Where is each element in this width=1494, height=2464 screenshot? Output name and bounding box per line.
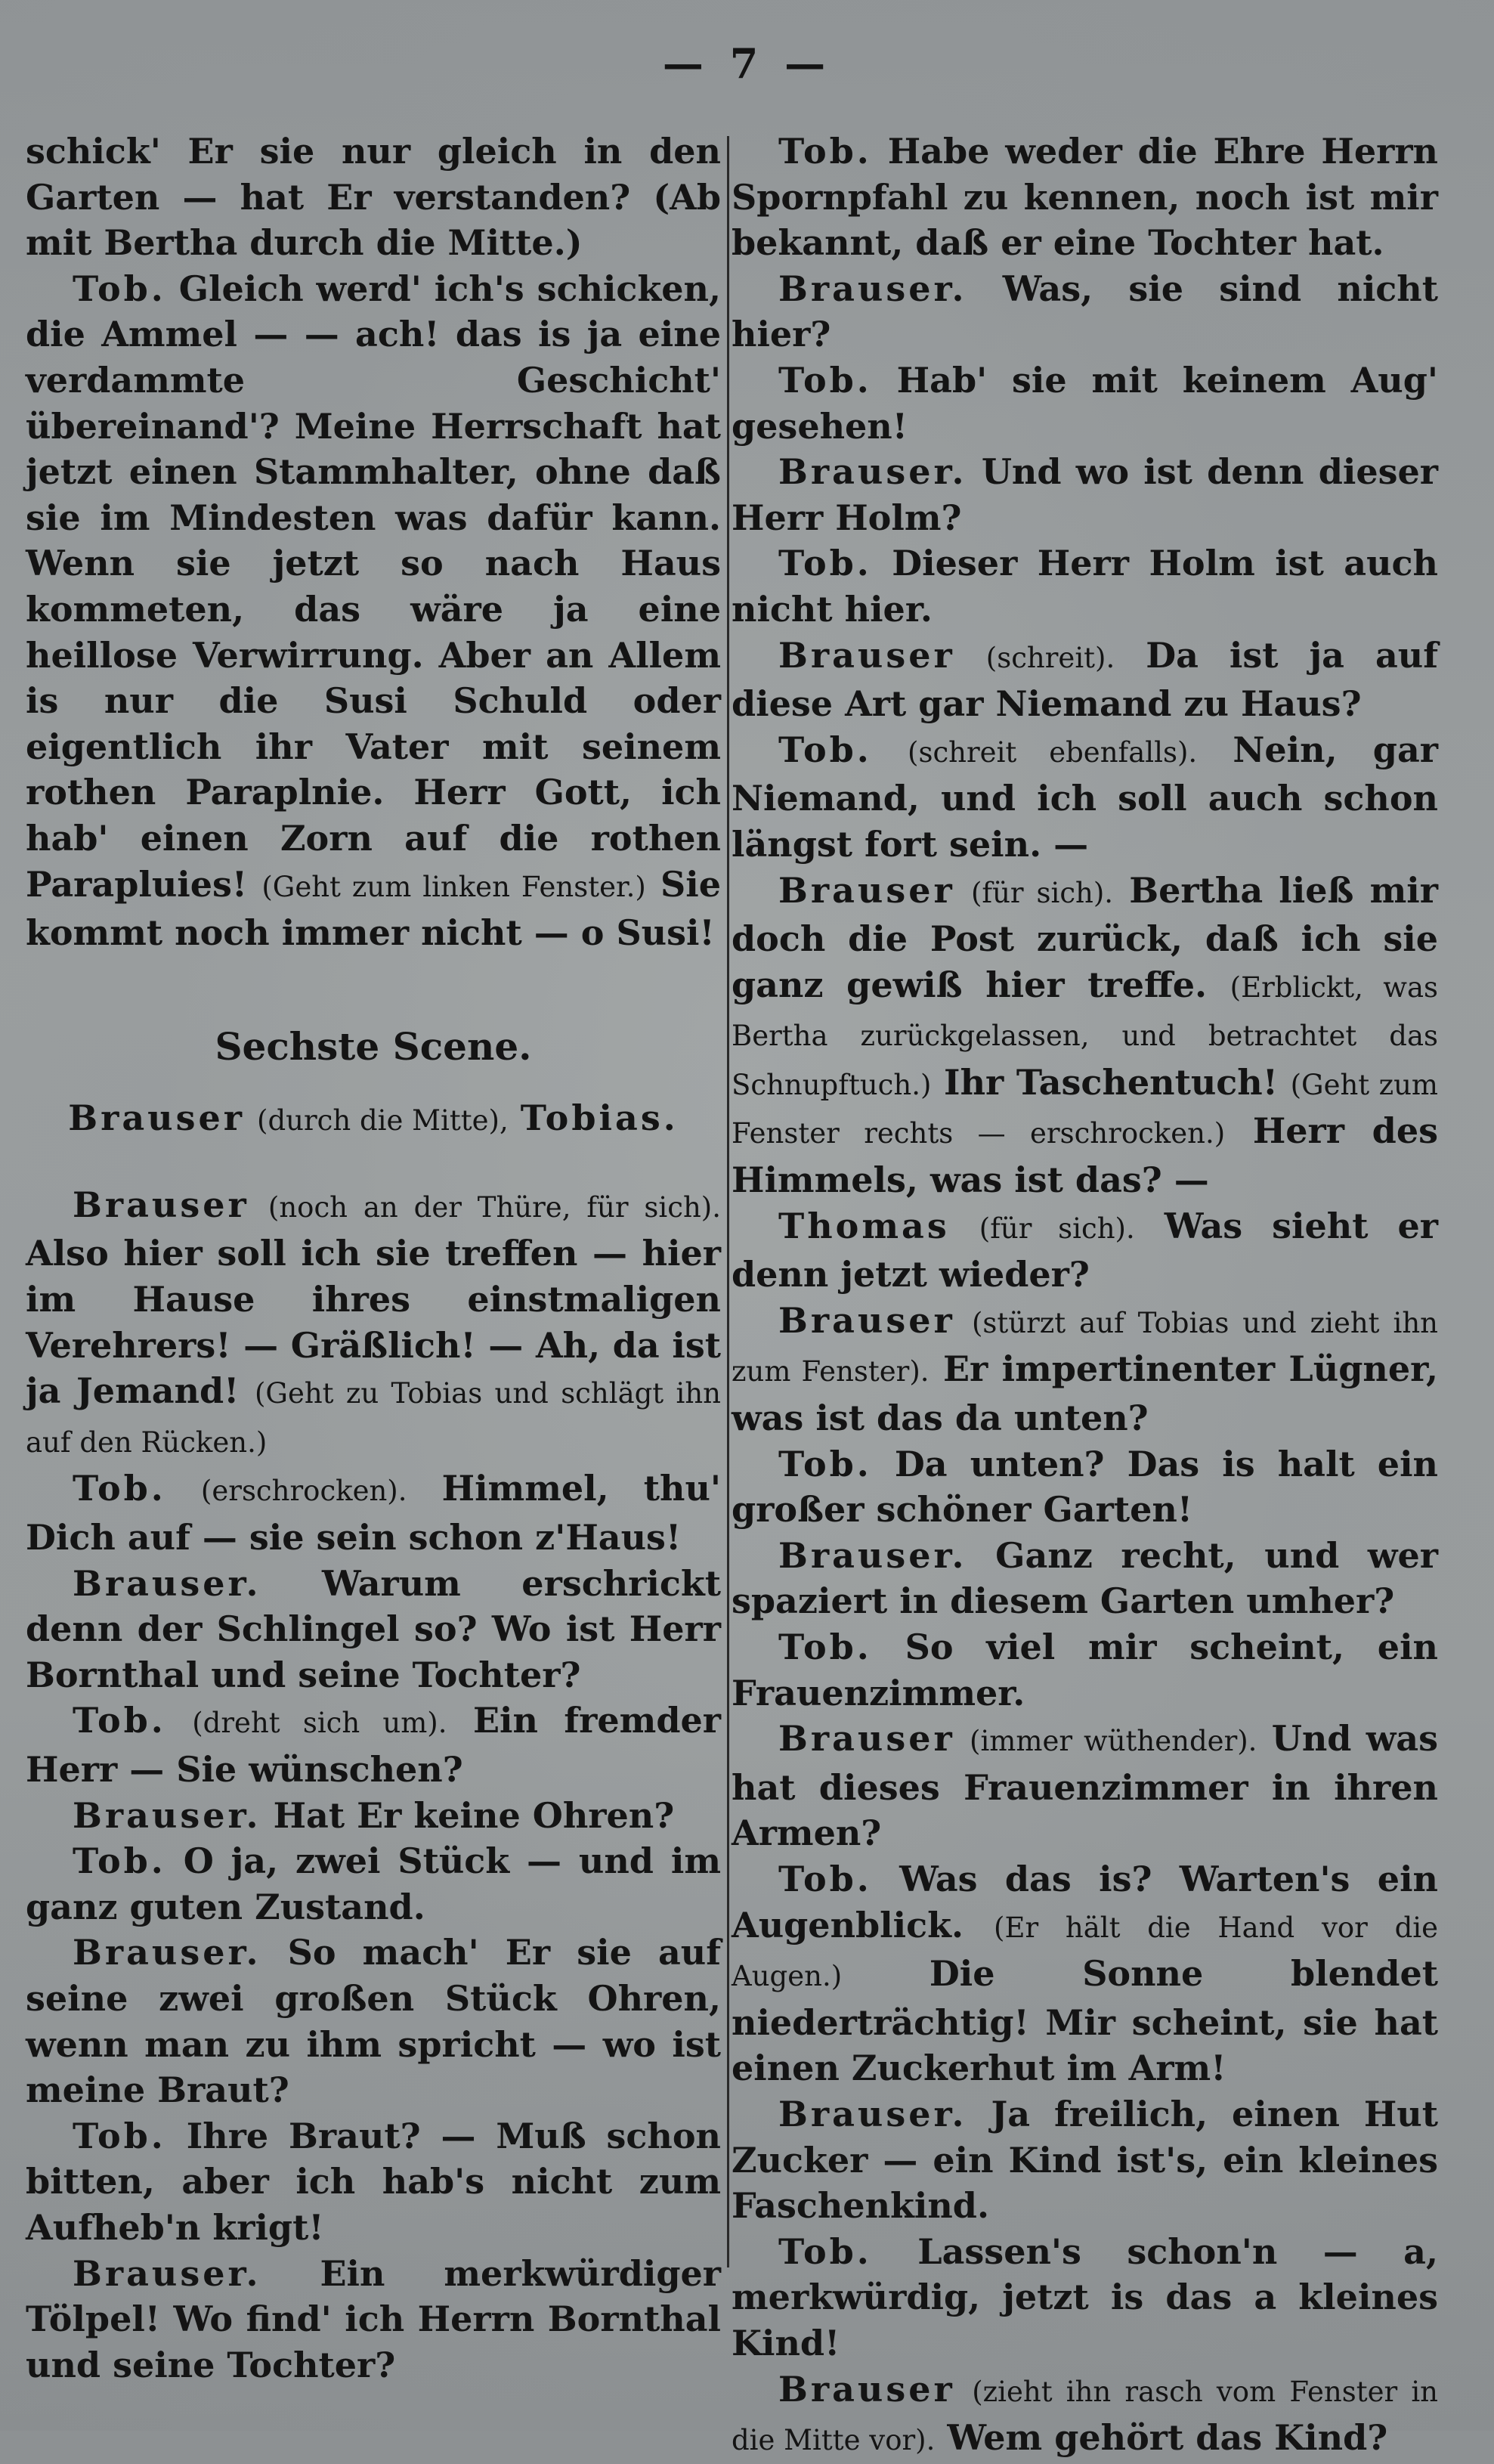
dialogue-text: Was, sie sind nicht hier? <box>732 268 1438 355</box>
dialogue-text: Hat Er keine Ohren? <box>273 1794 675 1836</box>
dialogue-line <box>732 1533 1438 1624</box>
dialogue-line <box>732 2091 1438 2229</box>
dialogue-text: Sie kommt noch immer nicht — o Susi! <box>26 863 721 954</box>
dialogue-line <box>26 1561 721 1698</box>
dialogue-text: Herr des Himmels, was ist das? — <box>732 1110 1438 1201</box>
stage-direction: (durch die Mitte), <box>257 1104 509 1138</box>
dialogue-line <box>26 1793 721 1839</box>
paragraph <box>26 128 721 266</box>
speaker-name: Tob. <box>73 1700 166 1741</box>
speaker-name: Brauser. <box>73 1932 261 1973</box>
speaker-name: Brauser. <box>778 451 967 493</box>
dialogue-line <box>732 266 1438 358</box>
dialogue-text: Er impertinenter Lügner, was ist das da unten? <box>732 1348 1438 1439</box>
right-column <box>732 128 1438 2464</box>
dialogue-line <box>732 1624 1438 1716</box>
dialogue-line <box>732 1298 1438 1441</box>
stage-direction: (Erblickt, was Bertha zurückgelassen, und betrachtet das Schnupftuch.) <box>732 970 1439 1101</box>
dialogue-text: Ein merkwürdiger Tölpel! Wo find' ich Herrn Bornthal und seine Tochter? <box>26 2252 722 2385</box>
speaker-name: Brauser. <box>73 1794 261 1836</box>
speaker-name: Brauser <box>73 1184 249 1225</box>
dialogue-line <box>732 1716 1438 1856</box>
dialogue-line <box>732 633 1438 727</box>
dialogue-text: Dieser Herr Holm ist auch nicht hier. <box>732 543 1438 630</box>
dialogue-text: Habe weder die Ehre Herrn Spornpfahl zu kennen, noch ist mir bekannt, daß er eine Tochter hat. <box>732 131 1438 264</box>
dialogue-text: Ja freilich, einen Hut Zucker — ein Kind ist's, ein kleines Faschenkind. <box>732 2093 1438 2227</box>
dialogue-line <box>732 449 1438 540</box>
dialogue-line <box>26 2251 721 2388</box>
dialogue-line <box>26 1466 721 1560</box>
speaker-name: Brauser. <box>778 268 967 309</box>
speaker-name: Brauser. <box>73 2252 261 2294</box>
dialogue-text: Himmel, thu' Dich auf — sie sein schon z'Haus! <box>26 1468 721 1559</box>
speaker-name: Tob. <box>778 1443 872 1484</box>
dialogue-line <box>732 1856 1438 2091</box>
stage-direction: (erschrocken). <box>200 1475 407 1508</box>
stage-direction: (Geht zu Tobias und schlägt ihn auf den Rücken.) <box>26 1377 722 1459</box>
dialogue-line <box>732 2366 1438 2464</box>
dialogue-line <box>732 1441 1438 1533</box>
stage-direction: (Geht zum linken Fenster.) <box>261 870 646 903</box>
left-column <box>26 128 721 2388</box>
dialogue-line <box>732 128 1438 266</box>
cast-name: Brauser <box>68 1097 246 1139</box>
speaker-name: Tob. <box>778 729 872 770</box>
paragraph-text: schick' Er sie nur gleich in den Garten — hat Er verstanden? (Ab mit Bertha durch die Mitte.) <box>26 131 721 264</box>
speaker-name: Brauser <box>778 2368 955 2410</box>
speaker-name: Tob. <box>73 2115 166 2156</box>
stage-direction: (zieht ihn rasch vom Fenster in die Mitte vor). <box>732 2375 1438 2457</box>
dialogue-text: Ein fremder Herr — Sie wünschen? <box>26 1700 721 1790</box>
speaker-name: Brauser <box>778 634 955 676</box>
page-number: — 7 — <box>662 39 832 88</box>
cast-name: Tobias. <box>520 1097 679 1139</box>
dialogue-text: Was das is? Warten's ein Augenblick. <box>732 1858 1438 1946</box>
dialogue-text: Da unten? Das is halt ein großer schöner Garten! <box>732 1443 1438 1531</box>
dialogue-line <box>732 358 1438 449</box>
dialogue-line <box>732 540 1438 632</box>
dialogue-line <box>732 727 1438 868</box>
dialogue-line <box>26 1182 721 1466</box>
dialogue-line <box>26 1698 721 1792</box>
stage-direction: (dreht sich um). <box>192 1707 447 1740</box>
speaker-name: Brauser. <box>778 1534 967 1576</box>
stage-direction: (Er hält die Hand vor die Augen.) <box>732 1911 1438 1993</box>
stage-direction: (schreit). <box>985 641 1115 674</box>
stage-direction: (stürzt auf Tobias und zieht ihn zum Fenster). <box>732 1306 1439 1388</box>
dialogue-line <box>26 1838 721 1930</box>
dialogue-text: Warum erschrickt denn der Schlingel so? Wo ist Herr Bornthal und seine Tochter? <box>26 1562 722 1695</box>
speaker-name: Tob. <box>778 1858 872 1899</box>
dialogue-line <box>26 266 721 956</box>
stage-direction: (noch an der Thüre, für sich). <box>268 1190 721 1224</box>
dialogue-text: So mach' Er sie auf seine zwei großen Stück Ohren, wenn man zu ihm spricht — wo ist meine Braut? <box>26 1932 721 2111</box>
stage-direction: (für sich). <box>979 1212 1135 1245</box>
dialogue-text: Nein, gar Niemand, und ich soll auch schon längst fort sein. — <box>732 729 1438 865</box>
dialogue-text: Da ist ja auf diese Art gar Niemand zu Haus? <box>732 634 1439 725</box>
dialogue-text: So viel mir scheint, ein Frauenzimmer. <box>732 1627 1438 1713</box>
speaker-name: Brauser. <box>778 2093 967 2134</box>
speaker-name: Tob. <box>778 359 872 401</box>
speaker-name: Tob. <box>73 1840 166 1882</box>
dialogue-line <box>732 868 1438 1203</box>
speaker-name: Tob. <box>73 1468 166 1509</box>
dialogue-text: Bertha ließ mir doch die Post zurück, daß ich sie ganz gewiß hier treffe. <box>732 869 1439 1005</box>
dialogue-text: Ganz recht, und wer spaziert in diesem Garten umher? <box>732 1534 1439 1622</box>
dialogue-text: Wem gehört das Kind? <box>947 2417 1388 2459</box>
dialogue-text: O ja, zwei Stück — und im ganz guten Zustand. <box>26 1840 722 1927</box>
dialogue-text: Ihre Braut? — Muß schon bitten, aber ich hab's nicht zum Aufheb'n krigt! <box>26 2115 721 2248</box>
dialogue-text: Hab' sie mit keinem Aug' gesehen! <box>732 359 1438 447</box>
stage-direction: (für sich). <box>970 876 1114 909</box>
dialogue-line <box>732 1203 1438 1298</box>
speaker-name: Tob. <box>778 543 872 584</box>
speaker-name: Tob. <box>73 268 166 309</box>
speaker-name: Tob. <box>778 1627 872 1667</box>
dialogue-line <box>26 2113 721 2251</box>
dialogue-text: Was sieht er denn jetzt wieder? <box>732 1205 1439 1295</box>
dialogue-text: Und was hat dieses Frauenzimmer in ihren Armen? <box>732 1718 1439 1854</box>
dialogue-line <box>26 1930 721 2113</box>
stage-direction: (Geht zum Fenster rechts — erschrocken.) <box>732 1068 1438 1150</box>
stage-direction: (schreit ebenfalls). <box>908 735 1198 769</box>
stage-direction: (immer wüthender). <box>970 1725 1257 1758</box>
dialogue-line <box>732 2229 1438 2366</box>
dialogue-text: Lassen's schon'n — a, merkwürdig, jetzt is das a kleines Kind! <box>732 2230 1438 2363</box>
column-divider <box>727 136 729 2267</box>
dialogue-text: Ihr Taschentuch! <box>944 1061 1278 1103</box>
speaker-name: Brauser. <box>73 1562 261 1604</box>
dialogue-text: Die Sonne blendet niederträchtig! Mir scheint, sie hat einen Zuckerhut im Arm! <box>732 1953 1438 2089</box>
scene-heading: Sechste Scene. <box>215 1023 532 1069</box>
dialogue-text: Also hier soll ich sie treffen — hier im Hause ihres einstmaligen Verehrers! — Gräßlich! — Ah, da ist ja Jemand! <box>26 1233 721 1412</box>
speaker-name: Tob. <box>778 2230 872 2272</box>
dialogue-text: Und wo ist denn dieser Herr Holm? <box>732 451 1439 538</box>
dialogue-text: Gleich werd' ich's schicken, die Ammel — — ach! das is ja eine verdammte Geschicht' übereinand'? Meine Herrschaft hat jetzt einen Stammhalter, ohne daß sie im Mindesten was dafür kann. Wenn sie jetzt so nach Haus kommeten, das wäre ja eine heillose Verwirrung. Aber an Allem is nur die Susi Schuld oder eigentlich ihr Vater mit seinem rothen Paraplnie. Herr Gott, ich hab' einen Zorn auf die rothen Parapluies! <box>26 268 722 905</box>
speaker-name: Thomas <box>778 1205 950 1246</box>
speaker-name: Tob. <box>778 131 872 172</box>
speaker-name: Brauser <box>778 1299 955 1341</box>
speaker-name: Brauser <box>778 869 955 911</box>
speaker-name: Brauser <box>778 1718 955 1760</box>
scene-cast <box>26 1095 721 1144</box>
